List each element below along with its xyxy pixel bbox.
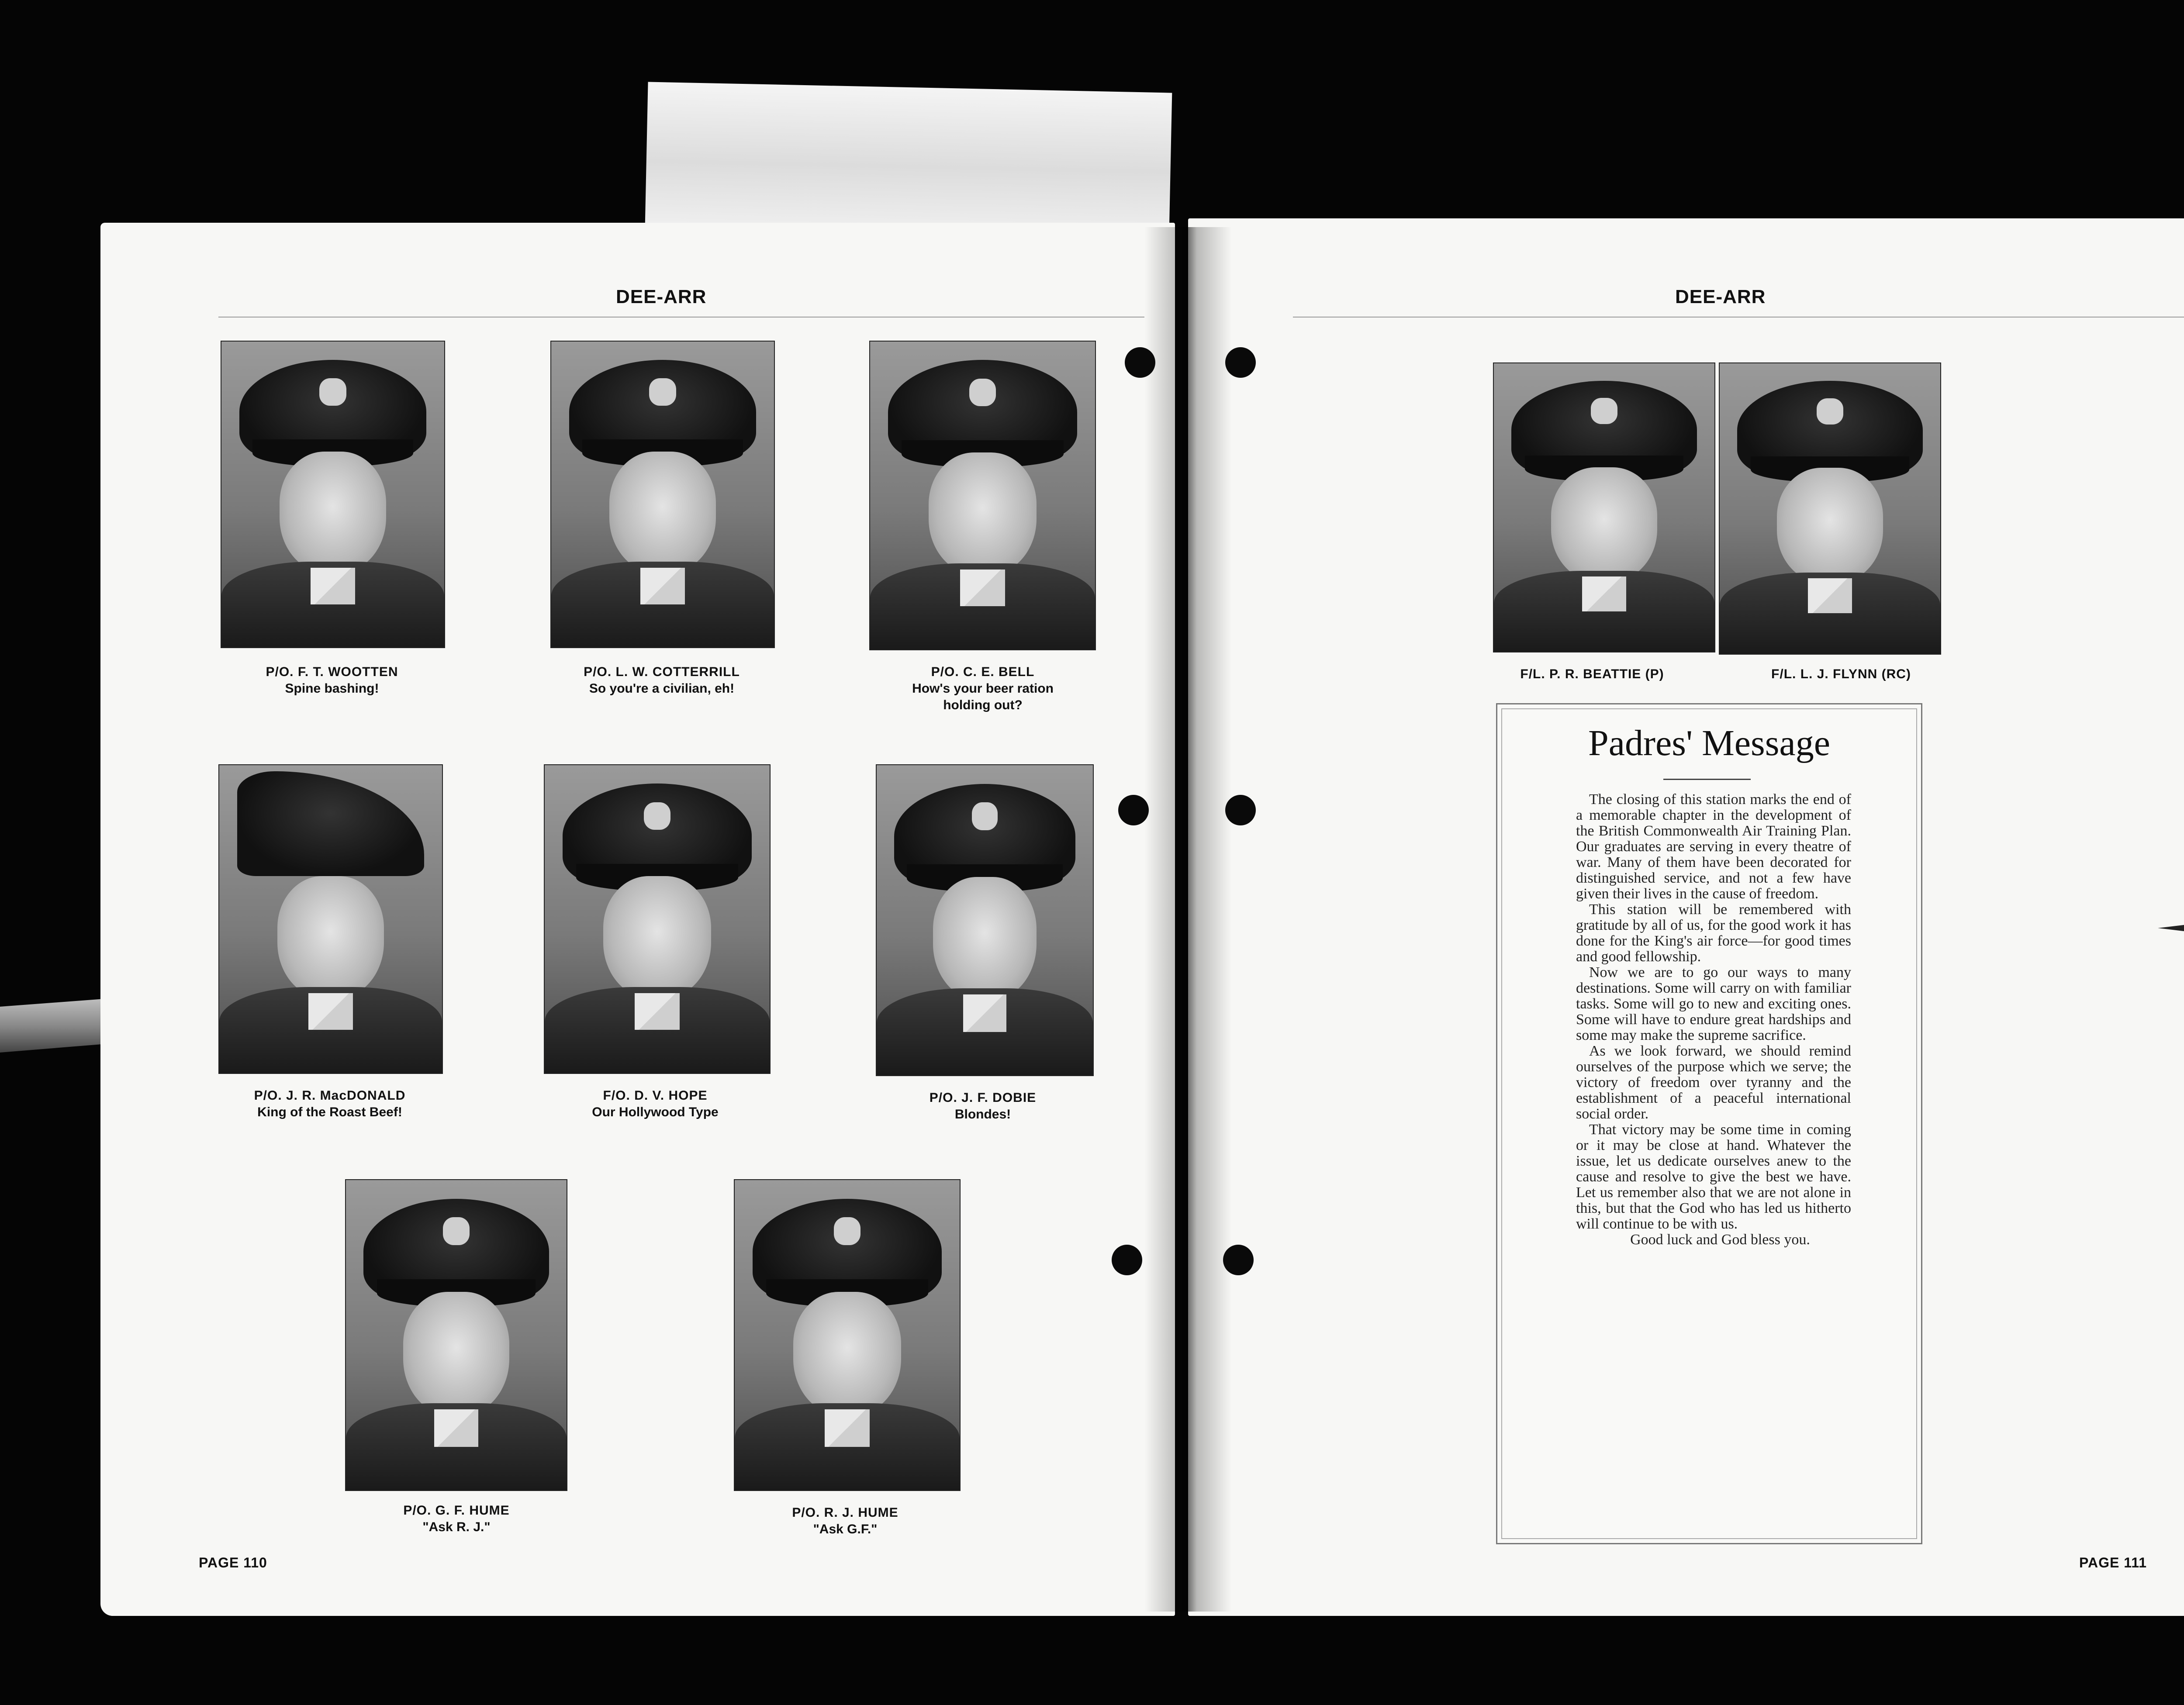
book-gutter — [1144, 227, 1232, 1612]
portrait-name: F/L. L. J. FLYNN (RC) — [1771, 667, 1911, 681]
adhesive-tape — [645, 82, 1172, 237]
caption-cotterrill — [509, 664, 815, 697]
caption-dobie — [830, 1090, 1136, 1123]
punch-hole — [1223, 1245, 1254, 1275]
portrait-name: P/O. J. F. DOBIE — [929, 1091, 1037, 1105]
running-head-right: DEE-ARR — [1675, 286, 1766, 307]
punch-hole — [1225, 347, 1256, 378]
padres-message-box — [1496, 703, 1922, 1544]
portrait-quip: Our Hollywood Type — [592, 1105, 719, 1119]
caption-wootten — [179, 664, 485, 697]
portrait-g-hume — [345, 1179, 567, 1491]
message-paragraph: The closing of this station marks the end of a memorable chapter in the development of the British Commonwealth Air Training Plan. Our graduates are serving in every theatre of war. Many of them have been decorated for distinguished service, and not a few have given their lives in the cause of freedom. — [1576, 791, 1851, 902]
message-paragraph: This station will be remembered with gratitude by all of us, for the good work it has done for the King's air force—for good times and good fellowship. — [1576, 901, 1851, 965]
portrait-quip: So you're a civilian, eh! — [589, 681, 735, 696]
portrait-name: F/L. P. R. BEATTIE (P) — [1520, 667, 1664, 681]
caption-bell — [830, 664, 1136, 714]
caption-r-hume — [692, 1505, 998, 1538]
portrait-name: P/O. C. E. BELL — [931, 665, 1035, 679]
portrait-name: P/O. G. F. HUME — [403, 1503, 510, 1518]
portrait-quip-line2: holding out? — [943, 698, 1023, 712]
running-head-left: DEE-ARR — [616, 286, 707, 307]
portrait-quip: King of the Roast Beef! — [257, 1105, 402, 1119]
portrait-wootten — [221, 341, 445, 648]
caption-flynn — [1721, 666, 1961, 683]
portrait-name: P/O. J. R. MacDONALD — [254, 1088, 406, 1103]
portrait-dobie — [876, 764, 1094, 1076]
message-paragraph: Good luck and God bless you. — [1630, 1232, 1810, 1248]
page-number-right: PAGE 111 — [2079, 1555, 2147, 1570]
portrait-bell — [869, 341, 1096, 650]
caption-macdonald — [177, 1087, 483, 1121]
header-rule-right — [1293, 317, 2184, 318]
message-paragraph: As we look forward, we should remind ourselves of the purpose which we serve; the victory of freedom over tyranny and the establishment of a peaceful international social order. — [1576, 1043, 1851, 1122]
portrait-flynn — [1719, 362, 1941, 655]
caption-beattie — [1472, 666, 1712, 683]
portrait-cotterrill — [550, 341, 775, 648]
portrait-name: P/O. L. W. COTTERRILL — [584, 665, 740, 679]
caption-g-hume — [304, 1502, 609, 1536]
portrait-name: P/O. R. J. HUME — [792, 1505, 898, 1520]
message-body — [1576, 792, 1851, 1248]
punch-hole — [1125, 347, 1155, 378]
message-title: Padres' Message — [1588, 723, 1830, 763]
header-rule-left — [218, 317, 1144, 318]
portrait-quip: Spine bashing! — [285, 681, 379, 696]
portrait-quip: "Ask R. J." — [422, 1520, 491, 1534]
punch-hole — [1118, 795, 1149, 825]
title-underline — [1663, 779, 1751, 780]
punch-hole — [1225, 795, 1256, 825]
punch-hole — [1112, 1245, 1142, 1275]
page-number-left: PAGE 110 — [199, 1555, 267, 1570]
portrait-r-hume — [734, 1179, 961, 1491]
portrait-hope — [544, 764, 771, 1074]
caption-hope — [502, 1087, 808, 1121]
portrait-beattie — [1493, 362, 1715, 652]
message-paragraph: That victory may be some time in coming or it may be close at hand. Whatever the issue, let us dedicate ourselves anew to the cause and resolve to give the best we have. Let us remember also that we are not alone in this, but that the God who has led us hitherto will continue to be with us. — [1576, 1122, 1851, 1232]
portrait-quip: How's your beer ration — [912, 681, 1054, 696]
portrait-name: F/O. D. V. HOPE — [603, 1088, 708, 1103]
portrait-name: P/O. F. T. WOOTTEN — [266, 665, 398, 679]
portrait-macdonald — [218, 764, 443, 1074]
portrait-quip: "Ask G.F." — [813, 1522, 878, 1536]
message-paragraph: Now we are to go our ways to many destinations. Some will carry on with familiar tasks. Some will go to new and exciting ones. Some will have to endure great hardships and some may make the supreme sacrifice. — [1576, 964, 1851, 1043]
portrait-quip: Blondes! — [954, 1107, 1011, 1122]
